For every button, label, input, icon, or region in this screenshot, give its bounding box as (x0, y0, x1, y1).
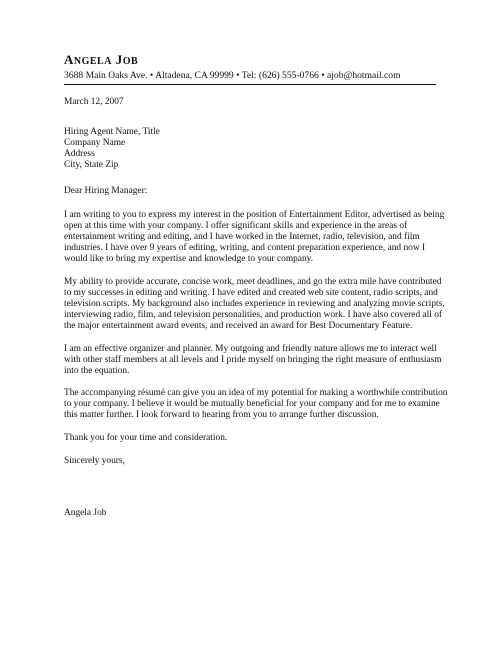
paragraph-line: the major entertainment award events, and received an award for Best Documentary Feature. (64, 320, 413, 331)
paragraph-line: into the equation. (64, 365, 130, 376)
recipient-line: City, State Zip (64, 160, 119, 171)
paragraph-line: I am writing to you to express my interest in the position of Entertainment Editor, advertised as being (64, 209, 445, 220)
letter-body (64, 97, 452, 519)
paragraph-line: with other staff members at all levels and I pride myself on bringing the right measure of enthusiasm (64, 354, 442, 365)
paragraph-personality (64, 344, 452, 377)
sender-first-rest: NGELA (73, 56, 112, 67)
paragraph-line: Thank you for your time and consideration. (64, 433, 228, 444)
paragraph-abilities (64, 277, 452, 332)
paragraph-line: television scripts. My background also includes experience in reviewing and analyzing movie scripts, (64, 298, 445, 309)
paragraph-line: My ability to provide accurate, concise work, meet deadlines, and go the extra mile have contributed (64, 276, 442, 287)
sender-name (64, 52, 444, 70)
recipient-line: Company Name (64, 138, 126, 149)
recipient-line: Address (64, 149, 95, 160)
paragraph-line: would like to bring my expertise and knowledge to your company. (64, 253, 314, 264)
signature-name: Angela Job (64, 507, 107, 518)
letterhead (64, 52, 444, 85)
paragraph-line: to your company. I believe it would be mutually beneficial for your company and for me to examine (64, 399, 440, 410)
recipient-address (64, 127, 452, 171)
salutation: Dear Hiring Manager: (64, 186, 148, 197)
paragraph-line: The accompanying résumé can give you an idea of my potential for making a worthwhile contribution (64, 388, 448, 399)
paragraph-interest (64, 210, 452, 265)
paragraph-line: entertainment writing and editing, and I have worked in the Internet, radio, television, and film (64, 231, 420, 242)
sender-first-initial: A (64, 52, 74, 67)
paragraph-resume (64, 388, 452, 421)
closing: Sincerely yours, (64, 455, 125, 466)
paragraph-line: I am an effective organizer and planner. My outgoing and friendly nature allows me to interact well (64, 343, 437, 354)
sender-last-rest: OB (122, 56, 139, 67)
header-divider (64, 84, 436, 85)
paragraph-line: this matter further. I look forward to hearing from you to arrange further discussion. (64, 410, 379, 421)
paragraph-thanks (64, 433, 452, 444)
sender-last-initial: J (115, 52, 123, 67)
letter-date: March 12, 2007 (64, 97, 124, 107)
sender-contact: 3688 Main Oaks Ave. • Altadena, CA 99999 • Tel: (626) 555-0766 • ajob@hotmail.com (64, 70, 401, 81)
paragraph-line: industries. I have over 9 years of editing, writing, and content preparation experience, and now I (64, 242, 426, 253)
paragraph-line: open at this time with your company. I offer significant skills and experience in the areas of (64, 220, 408, 231)
paragraph-line: to my successes in editing and writing. I have edited and created web site content, radio scripts, and (64, 287, 438, 298)
recipient-line: Hiring Agent Name, Title (64, 127, 160, 138)
paragraph-line: interviewing radio, film, and television personalities, and production work. I have also covered all of (64, 309, 443, 320)
